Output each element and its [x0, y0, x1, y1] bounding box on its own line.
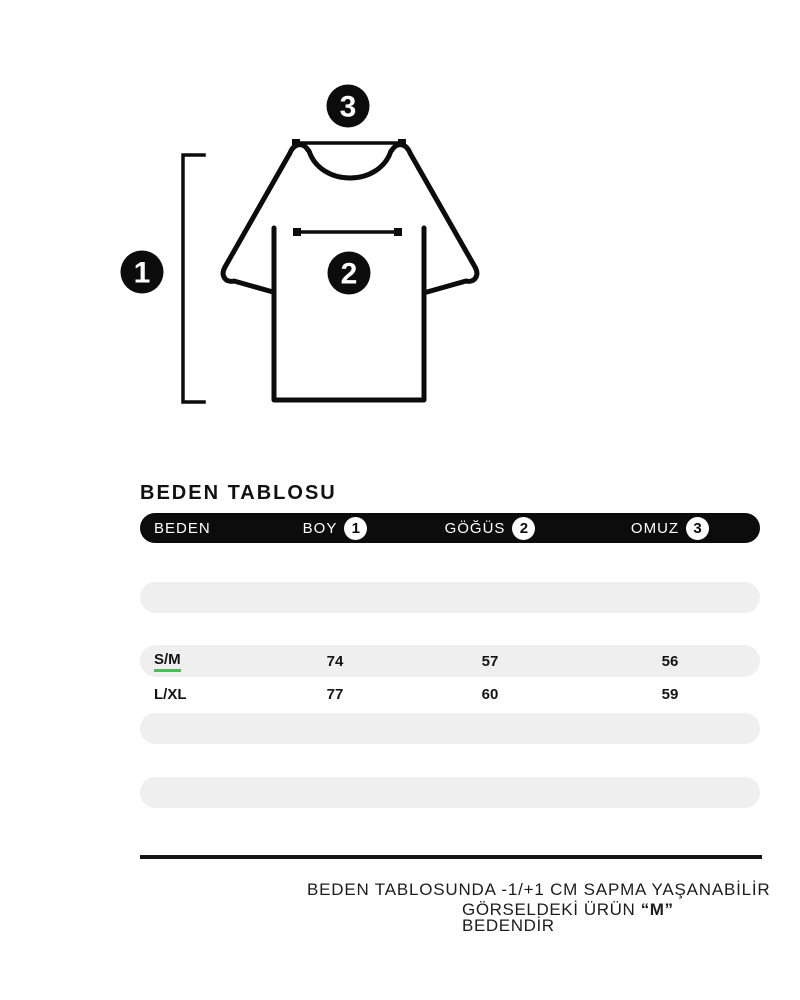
shoulder-measure-line — [292, 139, 406, 147]
chest-measure-line — [293, 228, 402, 236]
header-shoulder-label: OMUZ — [630, 519, 680, 537]
header-size-column-label: BEDEN — [154, 519, 211, 537]
model-size-note-suffix: BEDENDİR — [462, 916, 555, 935]
sm-shoulder-value: 56 — [661, 652, 679, 670]
header-length-column — [270, 517, 400, 540]
length-badge-number: 1 — [133, 256, 151, 290]
size-chart-header-row — [140, 513, 760, 543]
chest-badge-number: 2 — [340, 257, 358, 291]
empty-row — [140, 777, 760, 808]
header-chest-badge-icon: 2 — [512, 517, 535, 540]
table-row-lxl — [140, 677, 760, 711]
lxl-chest-value: 60 — [481, 685, 499, 703]
tshirt-measurement-diagram — [0, 0, 800, 440]
header-chest-label: GÖĞÜS — [444, 519, 506, 537]
model-size-note-size: “M” — [640, 900, 674, 919]
tshirt-neck — [309, 151, 391, 178]
sm-chest-value: 57 — [481, 652, 499, 670]
sm-length-value: 74 — [326, 652, 344, 670]
bottom-divider-line — [140, 855, 762, 859]
tshirt-right-sleeve — [392, 145, 477, 292]
size-chart-title: BEDEN TABLOSU — [140, 482, 337, 504]
lxl-shoulder-value: 59 — [661, 685, 679, 703]
header-length-badge-icon: 1 — [344, 517, 367, 540]
lxl-length-value: 77 — [326, 685, 344, 703]
table-row-sm — [140, 645, 760, 677]
shoulder-badge-number: 3 — [339, 90, 357, 124]
size-label-lxl: L/XL — [154, 685, 187, 703]
header-shoulder-column — [580, 517, 760, 540]
length-badge — [121, 251, 164, 294]
empty-row — [140, 713, 760, 744]
header-chest-column — [400, 517, 580, 540]
tshirt-left-sleeve — [223, 145, 308, 292]
shoulder-badge — [327, 85, 370, 128]
size-label-sm: S/M — [140, 651, 270, 672]
tolerance-note: BEDEN TABLOSUNDA -1/+1 CM SAPMA YAŞANABİLİR — [307, 880, 771, 899]
chest-badge — [328, 252, 371, 295]
length-measure-bracket — [183, 155, 204, 402]
model-size-note — [462, 902, 674, 934]
header-shoulder-badge-icon: 3 — [686, 517, 709, 540]
empty-row — [140, 582, 760, 613]
model-size-note-prefix: GÖRSELDEKİ ÜRÜN — [462, 900, 641, 919]
header-length-label: BOY — [302, 519, 338, 537]
